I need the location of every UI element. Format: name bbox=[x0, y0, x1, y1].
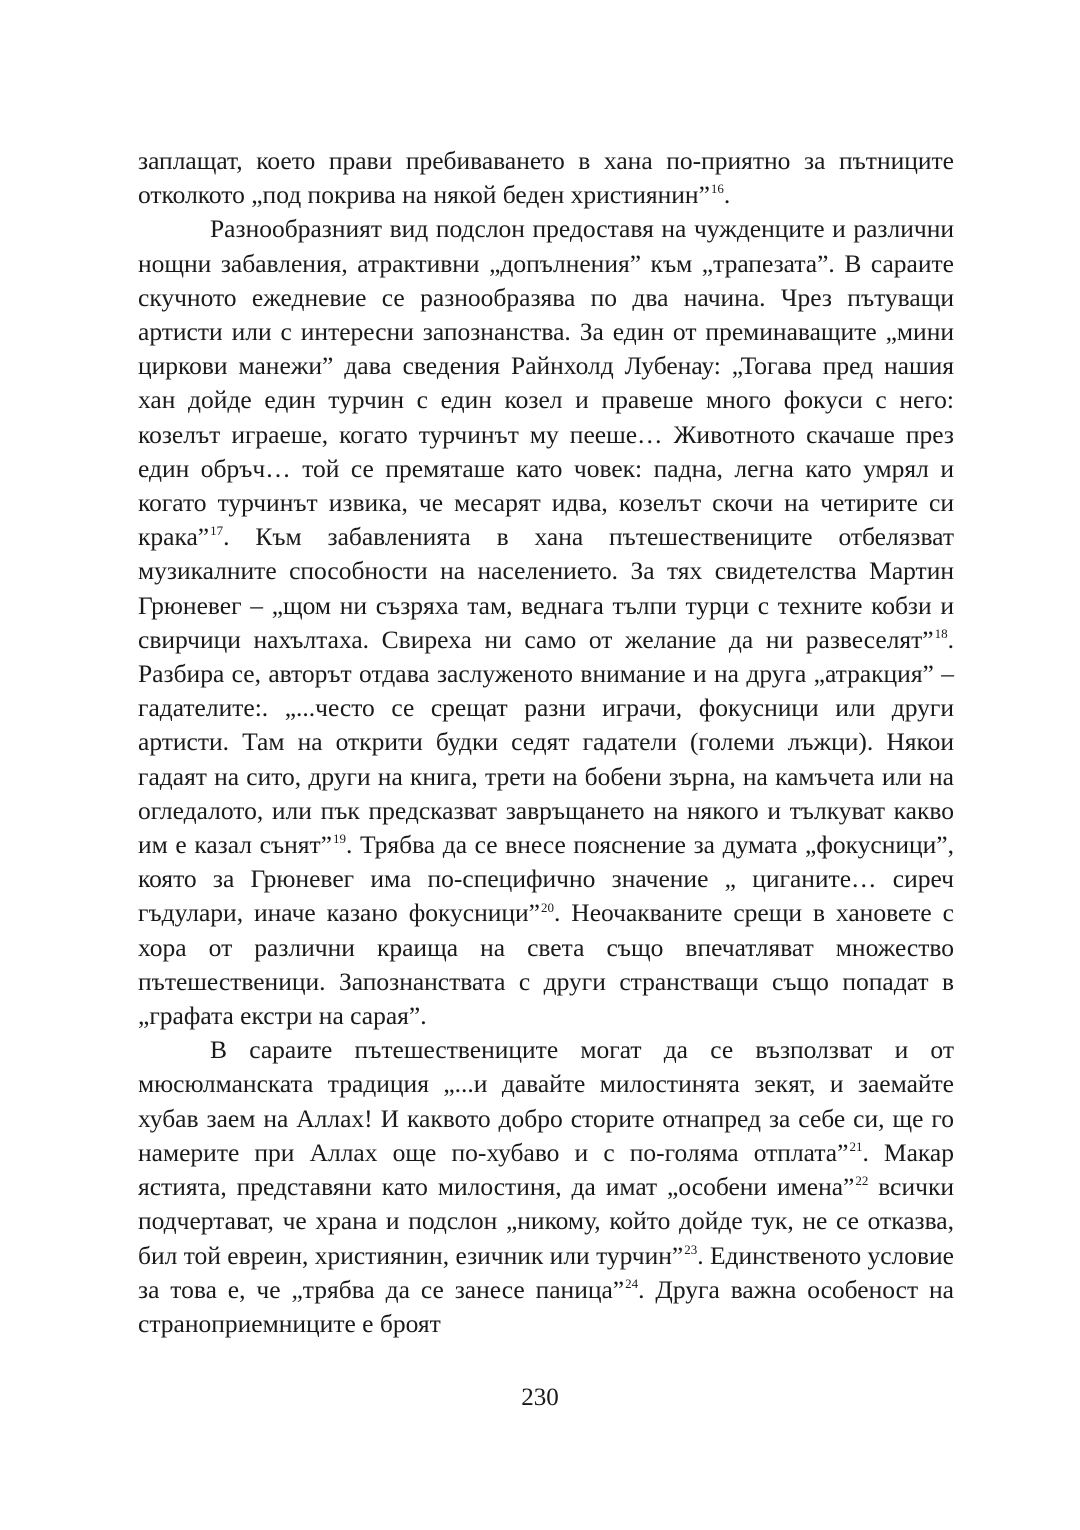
footnote-marker: 24 bbox=[625, 1275, 639, 1291]
footnote-marker: 22 bbox=[855, 1173, 869, 1189]
page-number: 230 bbox=[521, 1384, 559, 1411]
text-run: . Макар ястията, представяни като милостиня, да имат „особени имена” bbox=[138, 1137, 954, 1202]
text-run: . Трябва да се внесе пояснение за думата „фокусници”, която за Грюневег има по-специфично значение „ циганите… сиреч гъдулари, иначе казано фокусници” bbox=[138, 830, 954, 928]
footnote-marker: 23 bbox=[684, 1241, 698, 1257]
text-run: заплащат, което прави пребиваването в хана по-приятно за пътниците отколкото „под покрива на някой беден християнин” bbox=[138, 146, 954, 210]
footnote-marker: 20 bbox=[540, 899, 554, 915]
footnote-marker: 16 bbox=[710, 181, 724, 197]
text-run: . bbox=[723, 180, 731, 210]
footnote-marker: 17 bbox=[210, 523, 224, 539]
text-run: . Друга важна особеност на страноприемниците е броят bbox=[138, 1274, 955, 1338]
text-run: всички подчертават, че храна и подслон „никому, който дойде тук, не се отказва, бил той евреин, християнин, езичник или турчин” bbox=[138, 1172, 955, 1270]
document-body bbox=[138, 144, 954, 1341]
footnote-marker: 18 bbox=[934, 626, 948, 642]
footnote-marker: 19 bbox=[333, 831, 346, 847]
footnote-marker: 21 bbox=[849, 1139, 863, 1155]
text-run: . Разбира се, авторът отдава заслуженото внимание и на друга „атракция” – гадателите:. „...често се срещат разни играчи, фокусници или други артисти. Там на открити будки седят гадатели (големи лъжци). Някои гадаят на сито, други на книга, трети на бобени зърна, на камъчета или на огледалото, или пък предсказват завръщането на някого и тълкуват какво им е казал сънят” bbox=[138, 624, 954, 860]
text-run: . Неочакваните срещи в хановете с хора от различни краища на света също впечатляват множество пътешественици. Запознанствата с други странстващи също попадат в „графата екстри на сарая”. bbox=[138, 898, 954, 1031]
paragraph bbox=[138, 1033, 954, 1341]
paragraph bbox=[138, 212, 954, 1033]
text-run: В сараите пътешествениците могат да се възползват и от мюсюлманската традиция „...и давайте милостинята зекят, и заемайте хубав заем на Аллах! И каквото добро сторите отнапред за себе си, ще го намерите при Аллах още по-хубаво и с по-голяма отплата” bbox=[138, 1035, 954, 1167]
text-run: Разнообразният вид подслон предоставя на чужденците и различни нощни забавления, атрактивни „допълнения” към „трапезата”. В сараите скучното ежедневие се разнообразява по два начина. Чрез пътуващи артисти или с интересни запознанства. За един от преминаващите „мини циркови манежи” дава сведения Райнхолд Лубенау: „Тогава пред нашия хан дойде един турчин с един козел и правеше много фокуси с него: козелът играеше, когато турчинът му пееше… Животното скачаше през един обръч… той се премяташе като човек: падна, легна като умрял и когато турчинът извика, че месарят идва, козелът скочи на четирите си крака” bbox=[138, 214, 954, 552]
text-run: . Единственото условие за това е, че „трябва да се занесе паница” bbox=[138, 1240, 954, 1304]
paragraph bbox=[138, 144, 954, 212]
text-run: . Към забавленията в хана пътешествениците отбелязват музикалните способности на населението. За тях свидетелства Мартин Грюневег – „щом ни съзряха там, веднага тълпи турци с техните кобзи и свирчици нахълтаха. Свиреха ни само от желание да ни развеселят” bbox=[138, 522, 954, 654]
